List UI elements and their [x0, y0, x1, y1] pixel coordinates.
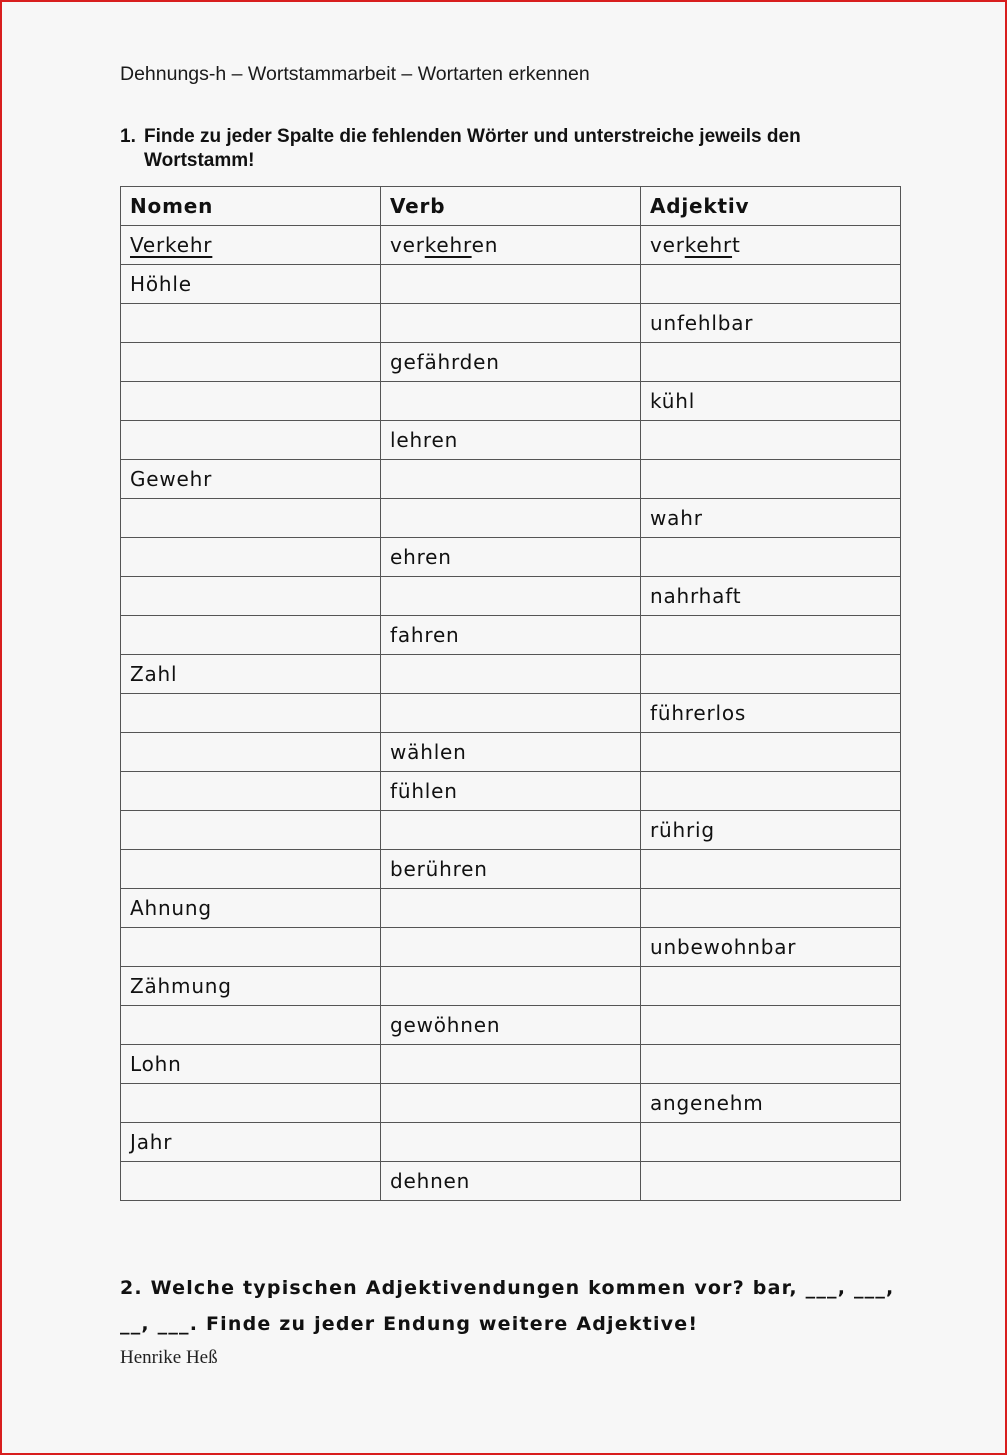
table-row: [121, 1123, 901, 1162]
cell-verb: [381, 460, 641, 499]
table-row: [121, 460, 901, 499]
cell-verb: gefährden: [381, 343, 641, 382]
cell-nomen: [121, 304, 381, 343]
cell-adjektiv: unfehlbar: [641, 304, 901, 343]
table-row: [121, 382, 901, 421]
cell-adjektiv: nahrhaft: [641, 577, 901, 616]
cell-adjektiv: [641, 265, 901, 304]
cell-verb: gewöhnen: [381, 1006, 641, 1045]
cell-adjektiv: [641, 1045, 901, 1084]
cell-verb: [381, 577, 641, 616]
cell-nomen: [121, 499, 381, 538]
cell-verb: [381, 655, 641, 694]
cell-adjektiv: [641, 889, 901, 928]
table-row: [121, 655, 901, 694]
cell-adjektiv: [641, 343, 901, 382]
table-row: [121, 304, 901, 343]
example-verb-suffix: en: [471, 233, 499, 257]
cell-verb: fahren: [381, 616, 641, 655]
header-verb: Verb: [381, 187, 641, 226]
example-nomen-word: Verkehr: [130, 233, 213, 257]
cell-adjektiv: [641, 1123, 901, 1162]
table-header-row: [121, 187, 901, 226]
cell-verb: ehren: [381, 538, 641, 577]
cell-verb: [381, 928, 641, 967]
cell-adjektiv: führerlos: [641, 694, 901, 733]
cell-nomen: [121, 421, 381, 460]
table-row: [121, 421, 901, 460]
cell-nomen: Höhle: [121, 265, 381, 304]
example-adjektiv-prefix: ver: [650, 233, 685, 257]
table-row: [121, 343, 901, 382]
table-row: [121, 811, 901, 850]
cell-verb: [381, 1084, 641, 1123]
cell-nomen: [121, 850, 381, 889]
author-name: Henrike Heß: [120, 1347, 218, 1368]
cell-adjektiv: [641, 967, 901, 1006]
cell-verb: [381, 265, 641, 304]
header-nomen: Nomen: [121, 187, 381, 226]
task-1-number: 1.: [120, 126, 136, 147]
task-2-line-2: __, ___. Finde zu jeder Endung weitere Adjektive!: [120, 1313, 699, 1335]
cell-adjektiv: [641, 616, 901, 655]
table-row: [121, 616, 901, 655]
cell-verb: [381, 889, 641, 928]
cell-nomen: [121, 616, 381, 655]
cell-verb: berühren: [381, 850, 641, 889]
cell-verb: fühlen: [381, 772, 641, 811]
example-adjektiv: [641, 226, 901, 265]
cell-adjektiv: unbewohnbar: [641, 928, 901, 967]
cell-nomen: [121, 1084, 381, 1123]
table-row: [121, 967, 901, 1006]
cell-adjektiv: [641, 1162, 901, 1201]
table-row: [121, 499, 901, 538]
cell-nomen: Zahl: [121, 655, 381, 694]
word-family-table: [120, 186, 901, 1201]
table-row: [121, 850, 901, 889]
cell-nomen: [121, 928, 381, 967]
cell-adjektiv: [641, 655, 901, 694]
task-1-instruction: [120, 125, 880, 173]
table-row: [121, 1045, 901, 1084]
cell-verb: dehnen: [381, 1162, 641, 1201]
cell-verb: [381, 382, 641, 421]
example-nomen: [121, 226, 381, 265]
table-row: [121, 1084, 901, 1123]
cell-nomen: [121, 772, 381, 811]
task-1-text: Finde zu jeder Spalte die fehlenden Wörter und unterstreiche jeweils den Wortstamm!: [144, 126, 801, 171]
cell-adjektiv: [641, 421, 901, 460]
example-verb-stem: kehr: [424, 233, 472, 257]
table-row: [121, 1162, 901, 1201]
table-row: [121, 265, 901, 304]
cell-adjektiv: [641, 772, 901, 811]
example-verb-prefix: ver: [390, 233, 425, 257]
cell-verb: lehren: [381, 421, 641, 460]
cell-adjektiv: [641, 1006, 901, 1045]
header-adjektiv: Adjektiv: [641, 187, 901, 226]
cell-nomen: [121, 811, 381, 850]
cell-nomen: [121, 1006, 381, 1045]
cell-adjektiv: rührig: [641, 811, 901, 850]
table-row: [121, 694, 901, 733]
cell-nomen: [121, 538, 381, 577]
example-row: [121, 226, 901, 265]
cell-verb: [381, 304, 641, 343]
table-row: [121, 889, 901, 928]
table-row: [121, 772, 901, 811]
cell-verb: [381, 1123, 641, 1162]
cell-nomen: [121, 577, 381, 616]
cell-verb: wählen: [381, 733, 641, 772]
cell-nomen: Ahnung: [121, 889, 381, 928]
cell-adjektiv: [641, 850, 901, 889]
cell-nomen: Gewehr: [121, 460, 381, 499]
cell-nomen: [121, 1162, 381, 1201]
cell-adjektiv: angenehm: [641, 1084, 901, 1123]
cell-nomen: Zähmung: [121, 967, 381, 1006]
cell-verb: [381, 499, 641, 538]
cell-nomen: Lohn: [121, 1045, 381, 1084]
cell-nomen: [121, 382, 381, 421]
cell-verb: [381, 694, 641, 733]
cell-adjektiv: wahr: [641, 499, 901, 538]
cell-adjektiv: [641, 733, 901, 772]
example-verb: [381, 226, 641, 265]
cell-nomen: [121, 694, 381, 733]
cell-verb: [381, 811, 641, 850]
cell-adjektiv: [641, 538, 901, 577]
table-row: [121, 577, 901, 616]
task-2-instruction: [120, 1270, 900, 1342]
table-row: [121, 928, 901, 967]
cell-verb: [381, 967, 641, 1006]
cell-nomen: [121, 343, 381, 382]
cell-adjektiv: kühl: [641, 382, 901, 421]
cell-adjektiv: [641, 460, 901, 499]
document-title: Dehnungs-h – Wortstammarbeit – Wortarten erkennen: [120, 63, 590, 85]
cell-nomen: [121, 733, 381, 772]
table-row: [121, 733, 901, 772]
cell-verb: [381, 1045, 641, 1084]
example-adjektiv-suffix: t: [732, 233, 741, 257]
task-2-line-1: 2. Welche typischen Adjektivendungen kommen vor? bar, ___, ___,: [120, 1277, 895, 1299]
table-row: [121, 1006, 901, 1045]
table-row: [121, 538, 901, 577]
example-adjektiv-stem: kehr: [684, 233, 733, 257]
cell-nomen: Jahr: [121, 1123, 381, 1162]
